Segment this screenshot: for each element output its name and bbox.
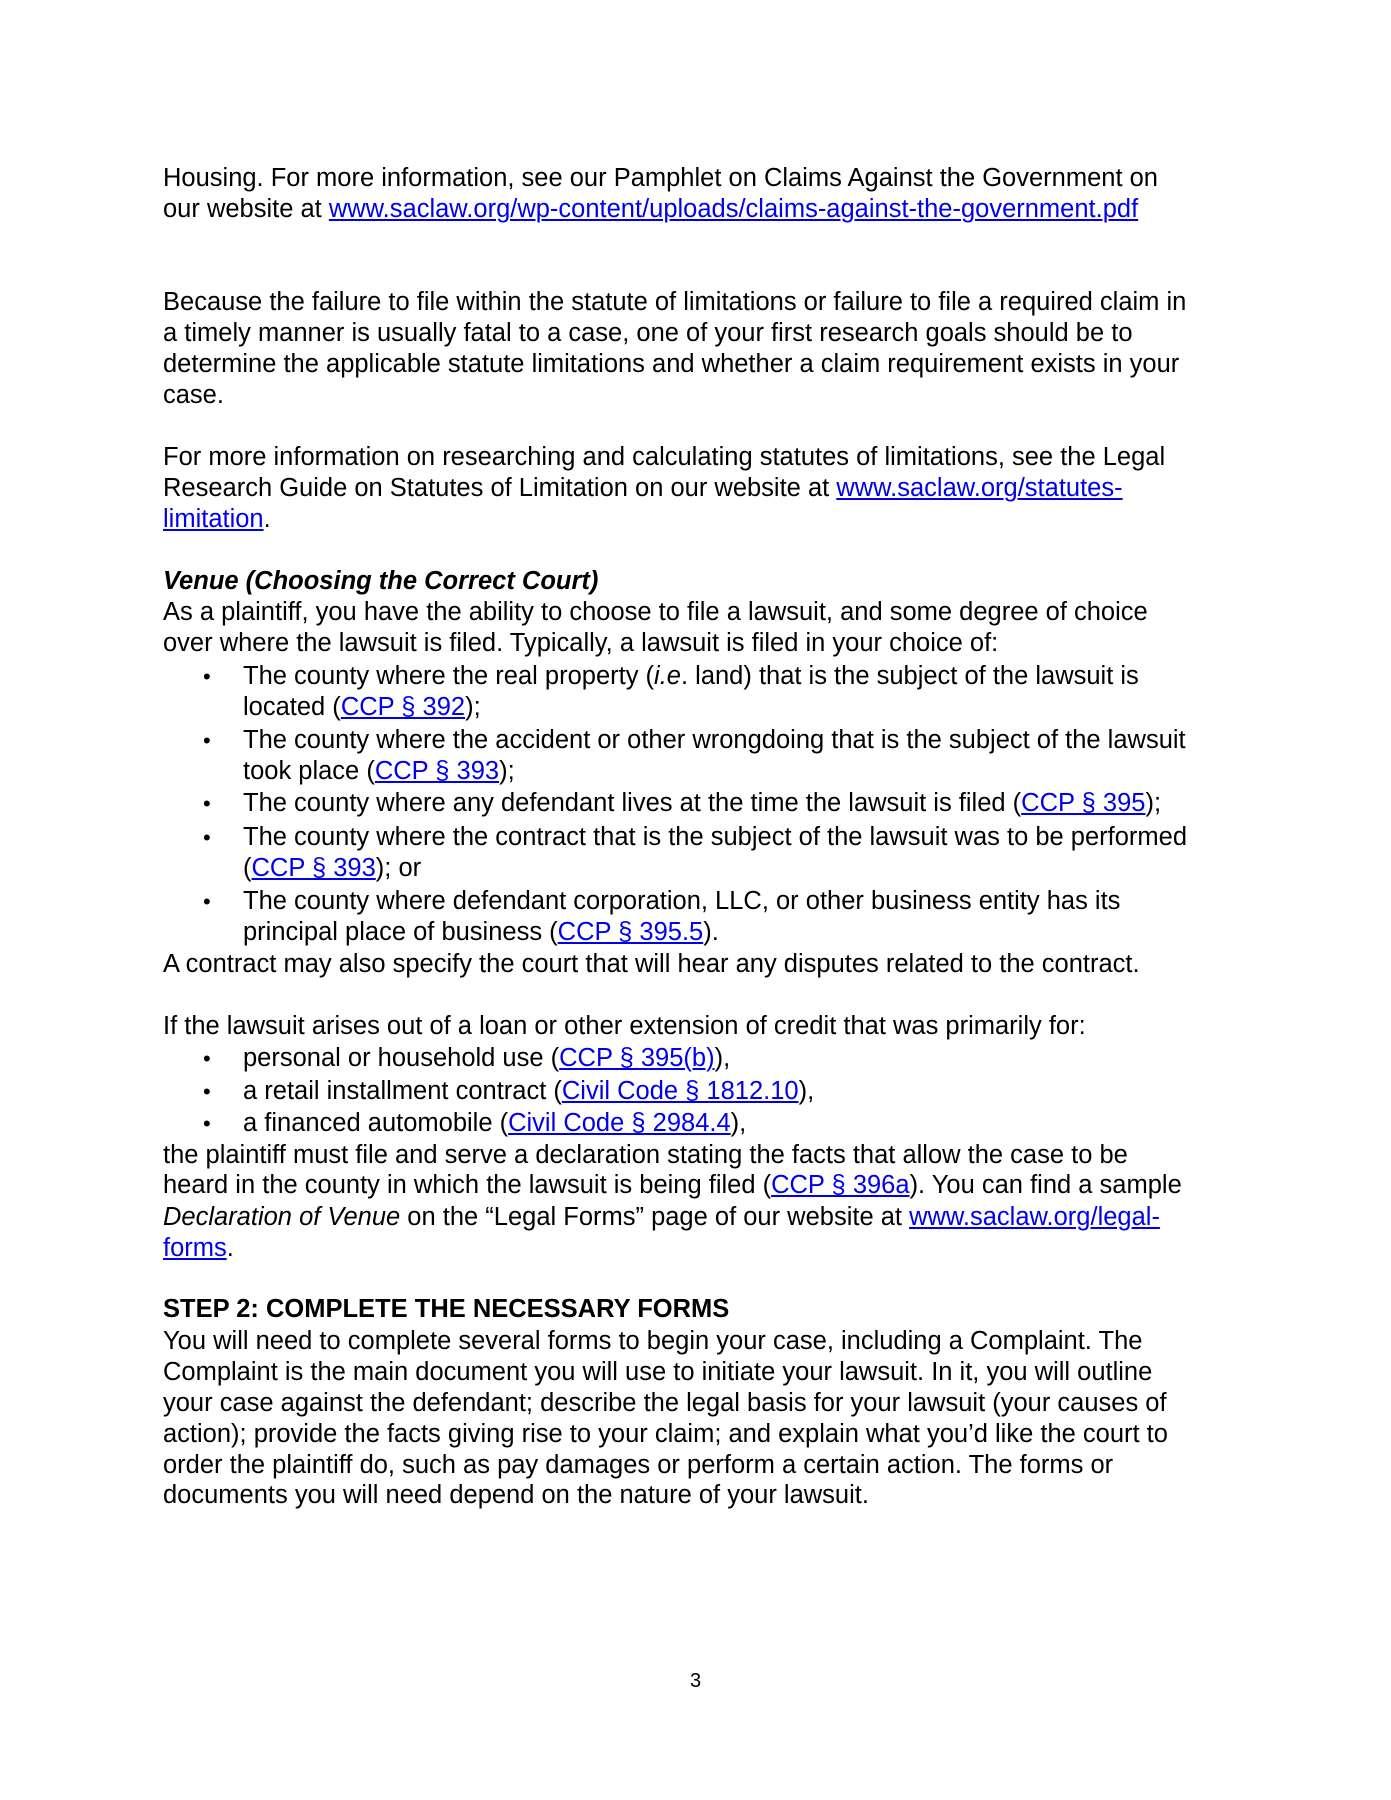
step2-line-2: Complaint is the main document you will use to initiate your lawsuit. In it, you will outline — [163, 1358, 1153, 1386]
ccp-395-link[interactable]: CCP § 395 — [1021, 789, 1146, 817]
credit-para-line-4 — [163, 1233, 234, 1264]
ccp-393-link-contract[interactable]: CCP § 393 — [251, 854, 376, 882]
text: principal place of business ( — [243, 918, 558, 946]
credit-bullet-3 — [243, 1108, 746, 1139]
step2-line-1: You will need to complete several forms to begin your case, including a Complaint. The — [163, 1327, 1143, 1355]
text: on the “Legal Forms” page of our website at — [400, 1203, 910, 1231]
step2-heading: STEP 2: COMPLETE THE NECESSARY FORMS — [163, 1295, 730, 1323]
civil-code-2984-4-link[interactable]: Civil Code § 2984.4 — [508, 1109, 731, 1137]
bullet-icon: • — [203, 1079, 211, 1104]
venue-bullet-5-line-2 — [243, 917, 719, 948]
step2-line-3: your case against the defendant; describe the legal basis for your lawsuit (your causes of — [163, 1389, 1167, 1417]
text: ); or — [375, 854, 422, 882]
venue-bullet-4-line-1: The county where the contract that is the subject of the lawsuit was to be performed — [243, 823, 1187, 851]
text: ); — [1145, 789, 1162, 817]
declaration-of-venue-italic: Declaration of Venue — [163, 1203, 401, 1231]
text: a financed automobile ( — [243, 1109, 509, 1137]
civil-code-1812-10-link[interactable]: Civil Code § 1812.10 — [561, 1077, 799, 1105]
intro-line-2 — [163, 194, 1138, 225]
step2-line-5: order the plaintiff do, such as pay damages or perform a certain action. The forms or — [163, 1451, 1114, 1479]
text: ); — [499, 757, 515, 785]
text: ). — [703, 918, 719, 946]
step2-line-6: documents you will need depend on the nature of your lawsuit. — [163, 1481, 869, 1509]
credit-para-line-2 — [163, 1170, 1182, 1201]
ccp-396a-link[interactable]: CCP § 396a — [771, 1171, 910, 1199]
bullet-icon: • — [203, 825, 211, 850]
research-para-text: Research Guide on Statutes of Limitation on our website at — [163, 474, 837, 502]
step2-line-4: action); provide the facts giving rise to your claim; and explain what you’d like the court to — [163, 1420, 1168, 1448]
credit-para-line-1: the plaintiff must file and serve a declaration stating the facts that allow the case to be — [163, 1141, 1128, 1169]
statutes-limitation-link[interactable]: www.saclaw.org/statutes- — [836, 474, 1123, 502]
text: The county where any defendant lives at the time the lawsuit is filed ( — [243, 789, 1022, 817]
intro-line-1: Housing. For more information, see our Pamphlet on Claims Against the Government on — [163, 164, 1158, 192]
research-para-line-3 — [163, 504, 271, 535]
text: located ( — [243, 693, 341, 721]
venue-bullet-4-line-2 — [243, 853, 421, 884]
statute-para-line-2: a timely manner is usually fatal to a case, one of your first research goals should be to — [163, 319, 1133, 347]
bullet-icon: • — [203, 1111, 211, 1136]
text: . land) that is the subject of the lawsuit is — [680, 662, 1139, 690]
ccp-395b-link[interactable]: CCP § 395(b) — [559, 1044, 715, 1072]
venue-bullet-2-line-2 — [243, 756, 515, 787]
bullet-icon: • — [203, 1046, 211, 1071]
intro-line-2-text: our website at — [163, 195, 329, 223]
bullet-icon: • — [203, 791, 211, 816]
bullet-icon: • — [203, 728, 211, 753]
venue-intro-line-1: As a plaintiff, you have the ability to choose to file a lawsuit, and some degree of choice — [163, 598, 1148, 626]
text: ), — [730, 1109, 747, 1137]
period: . — [263, 505, 271, 533]
text: took place ( — [243, 757, 375, 785]
venue-bullet-1-line-1 — [243, 661, 1139, 692]
text: ). You can find a sample — [909, 1171, 1182, 1199]
ie-italic: i.e — [654, 662, 681, 690]
venue-intro-line-2: over where the lawsuit is filed. Typically, a lawsuit is filed in your choice of: — [163, 629, 999, 657]
statute-para-line-4: case. — [163, 381, 224, 409]
research-para-line-1: For more information on researching and calculating statutes of limitations, see the Legal — [163, 443, 1166, 471]
text: ), — [798, 1077, 815, 1105]
statute-para-line-1: Because the failure to file within the statute of limitations or failure to file a required claim in — [163, 288, 1187, 316]
text: The county where the real property ( — [243, 662, 655, 690]
statutes-limitation-link-cont[interactable]: limitation — [163, 505, 264, 533]
text: ( — [243, 854, 252, 882]
text: ), — [714, 1044, 731, 1072]
text: heard in the county in which the lawsuit is being filed ( — [163, 1171, 772, 1199]
venue-bullet-5-line-1: The county where defendant corporation, LLC, or other business entity has its — [243, 887, 1121, 915]
statute-para-line-3: determine the applicable statute limitations and whether a claim requirement exists in your — [163, 350, 1180, 378]
research-para-line-2 — [163, 473, 1123, 504]
text: a retail installment contract ( — [243, 1077, 562, 1105]
venue-heading: Venue (Choosing the Correct Court) — [163, 567, 599, 595]
text: ); — [465, 693, 481, 721]
credit-bullet-2 — [243, 1076, 814, 1107]
contract-note: A contract may also specify the court that will hear any disputes related to the contract. — [163, 950, 1140, 978]
page-number: 3 — [689, 1670, 702, 1692]
venue-bullet-1-line-2 — [243, 692, 481, 723]
bullet-icon: • — [203, 664, 211, 689]
legal-forms-link-cont[interactable]: forms — [163, 1234, 227, 1262]
credit-bullet-1 — [243, 1043, 730, 1074]
ccp-395-5-link[interactable]: CCP § 395.5 — [557, 918, 704, 946]
bullet-icon: • — [203, 889, 211, 914]
text: personal or household use ( — [243, 1044, 560, 1072]
venue-bullet-3-line-1 — [243, 788, 1161, 819]
credit-para-line-3 — [163, 1202, 1160, 1233]
claims-against-government-link[interactable]: www.saclaw.org/wp-content/uploads/claims-against-the-government.pdf — [328, 195, 1139, 223]
venue-bullet-2-line-1: The county where the accident or other wrongdoing that is the subject of the lawsuit — [243, 726, 1186, 754]
ccp-392-link[interactable]: CCP § 392 — [340, 693, 466, 721]
credit-intro: If the lawsuit arises out of a loan or other extension of credit that was primarily for: — [163, 1012, 1086, 1040]
legal-forms-link[interactable]: www.saclaw.org/legal- — [909, 1203, 1160, 1231]
period: . — [226, 1234, 234, 1262]
ccp-393-link[interactable]: CCP § 393 — [374, 757, 500, 785]
